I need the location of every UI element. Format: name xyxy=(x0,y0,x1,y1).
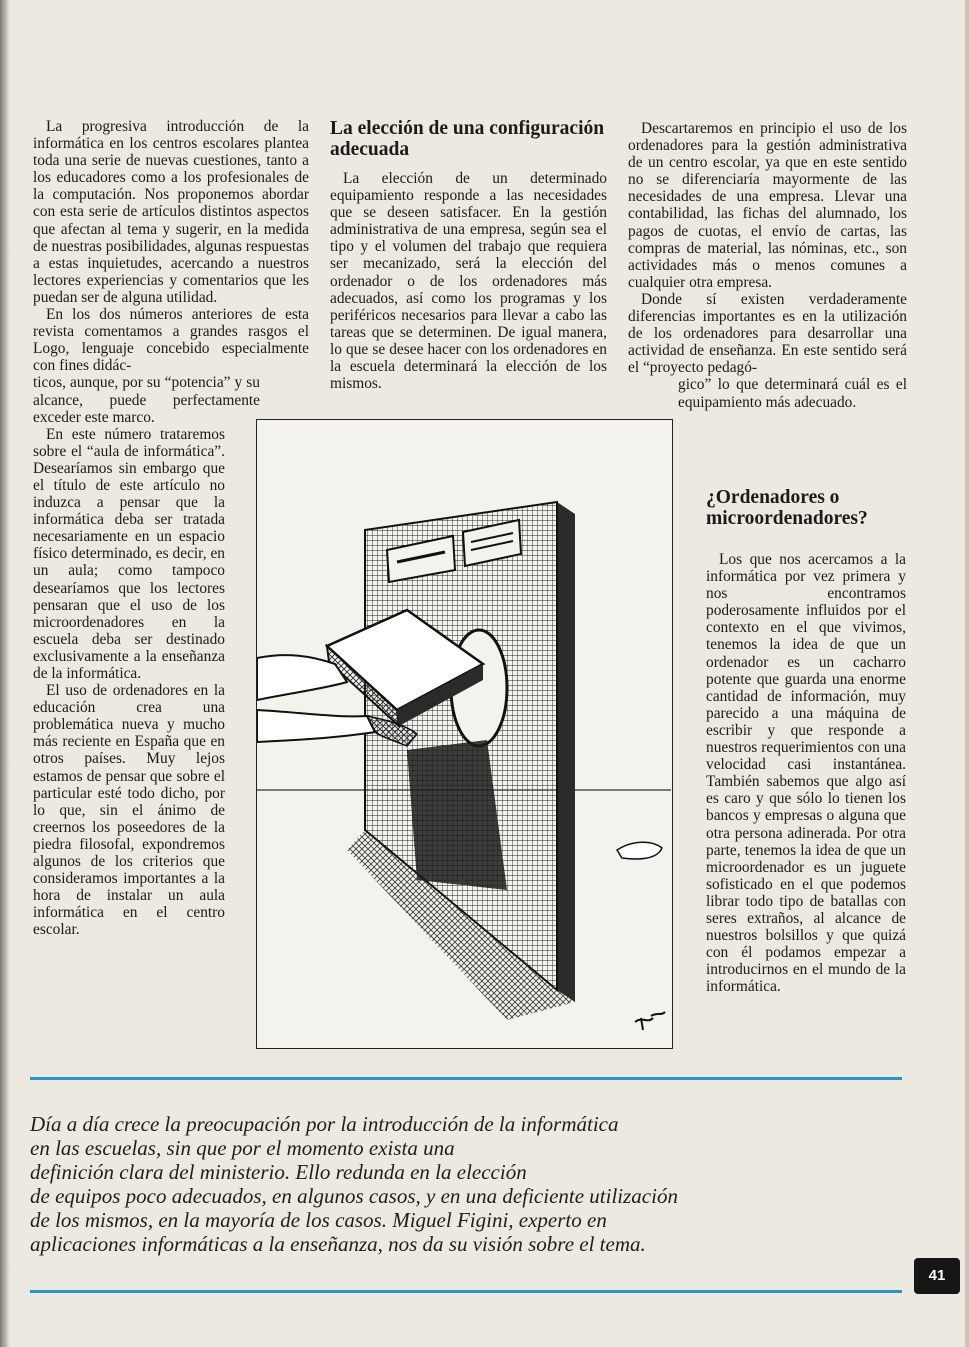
paragraph-logo: En los dos números anteriores de esta revista comentamos a grandes rasgos el Logo, lenguaje concebido especialmente con fines didác- xyxy=(33,306,309,375)
standfirst-line: en las escuelas, sin que por el momento exista una xyxy=(30,1136,455,1160)
article-column-2 xyxy=(330,118,607,392)
paragraph-microordenadores: Los que nos acercamos a la informática por vez primera y nos encontramos poderosamente influidos por el contexto en el que vivimos, tenemos la idea de que un ordenador es un cacharro potente que guarda una enorme cantidad de información, muy parecido a una máquina de escribir y que responde a nuestros requerimientos con una velocidad casi instantánea. También sabemos que algo así es caro y que sólo lo tienen los bancos y empresas o alguna que otra persona adinerada. Por otra parte, tenemos la idea de que un microordenador es un juguete sofisticado en el que podemos librar todo tipo de batallas con seres extraños, al alcance de nuestros bolsillos y que quizá con él podamos empezar a introducirnos en el mundo de la informática. xyxy=(706,551,906,996)
article-column-3 xyxy=(628,120,907,411)
standfirst xyxy=(30,1112,890,1256)
divider-rule-bottom xyxy=(30,1290,902,1293)
paragraph-diferencias-cont: gico” lo que determinará cuál es el equipamiento más adecuado. xyxy=(678,376,907,411)
divider-rule-top xyxy=(30,1077,902,1080)
paragraph-intro: La progresiva introducción de la informática en los centros escolares plantea toda una serie de nuevas cuestiones, tanto a los educadores como a los profesionales de la computación. Nos proponemos abordar con esta serie de artículos distintos aspectos que afectan al tema y sugerir, en la medida de nuestras posibilidades, algunas respuestas a estas inquietudes, acercando a nuestros lectores experiencias y comentarios que les puedan ser de alguna utilidad. xyxy=(33,118,309,306)
standfirst-line: aplicaciones informáticas a la enseñanza, nos da su visión sobre el tema. xyxy=(30,1232,646,1256)
paragraph-aula: En este número trataremos sobre el “aula de informática”. Desearíamos sin embargo que el título de este artículo no induzca a pensar que la informática deba ser tratada necesariamente en un espacio físico determinado, es decir, en un aula; como tampoco desearíamos que los lectores pensaran que el uso de los microordenadores en la escuela deba ser destinado exclusivamente a la enseñanza de la informática. xyxy=(33,425,225,682)
paragraph-eleccion: La elección de un determinado equipamiento responde a las necesidades que se deseen satisfacer. En la gestión administrativa de una empresa, según sea el tipo y el volumen del trabajo que requiera ser mecanizado, será la elección del ordenador o de los ordenadores más adecuados, así como los programas y los periféricos necesarios para llevar a cabo las tareas que se determinen. De igual manera, lo que se desee hacer con los ordenadores en la escuela determinará la elección de los mismos. xyxy=(330,170,607,393)
page-edge xyxy=(965,0,969,1347)
standfirst-line: de equipos poco adecuados, en algunos casos, y en una deficiente utilización xyxy=(30,1184,678,1208)
standfirst-line: definición clara del ministerio. Ello redunda en la elección xyxy=(30,1160,527,1184)
page-number-badge: 41 xyxy=(914,1258,960,1294)
article-column-3-lower xyxy=(706,551,906,995)
illustration-computer-door xyxy=(256,419,673,1049)
section-heading-eleccion: La elección de una configuración adecuada xyxy=(330,118,605,160)
standfirst-line: Día a día crece la preocupación por la introducción de la informática xyxy=(30,1112,619,1136)
paragraph-logo-cont: ticos, aunque, por su “potencia” y su alcance, puede perfectamente exceder este marco. xyxy=(33,374,260,426)
standfirst-line: de los mismos, en la mayoría de los casos. Miguel Figini, experto en xyxy=(30,1208,607,1232)
section-heading-ordenadores: ¿Ordenadores o microordenadores? xyxy=(706,487,868,529)
page-gutter-shadow xyxy=(0,0,10,1347)
paragraph-diferencias: Donde sí existen verdaderamente diferencias importantes es en la utilización de los ordenadores para desarrollar una actividad de enseñanza. En este sentido será el “proyecto pedagó- xyxy=(628,290,907,377)
paragraph-problematica: El uso de ordenadores en la educación crea una problemática nueva y mucho más reciente en España que en otros países. Muy lejos estamos de pensar que sobre el particular esté todo dicho, por lo que, sin el ánimo de creernos los poseedores de la piedra filosofal, expondremos algunos de los criterios que consideramos importantes a la hora de instalar un aula informática en el centro escolar. xyxy=(33,682,225,939)
paragraph-descartaremos: Descartaremos en principio el uso de los ordenadores para la gestión administrativa de un centro escolar, ya que en este sentido no se diferenciaría mayormente de las necesidades de una empresa. Llevar una contabilidad, las fichas del alumnado, los pagos de cuotas, el envío de cartas, las compras de material, las nóminas, etc., son actividades más o menos comunes a cualquier otra empresa. xyxy=(628,120,907,291)
